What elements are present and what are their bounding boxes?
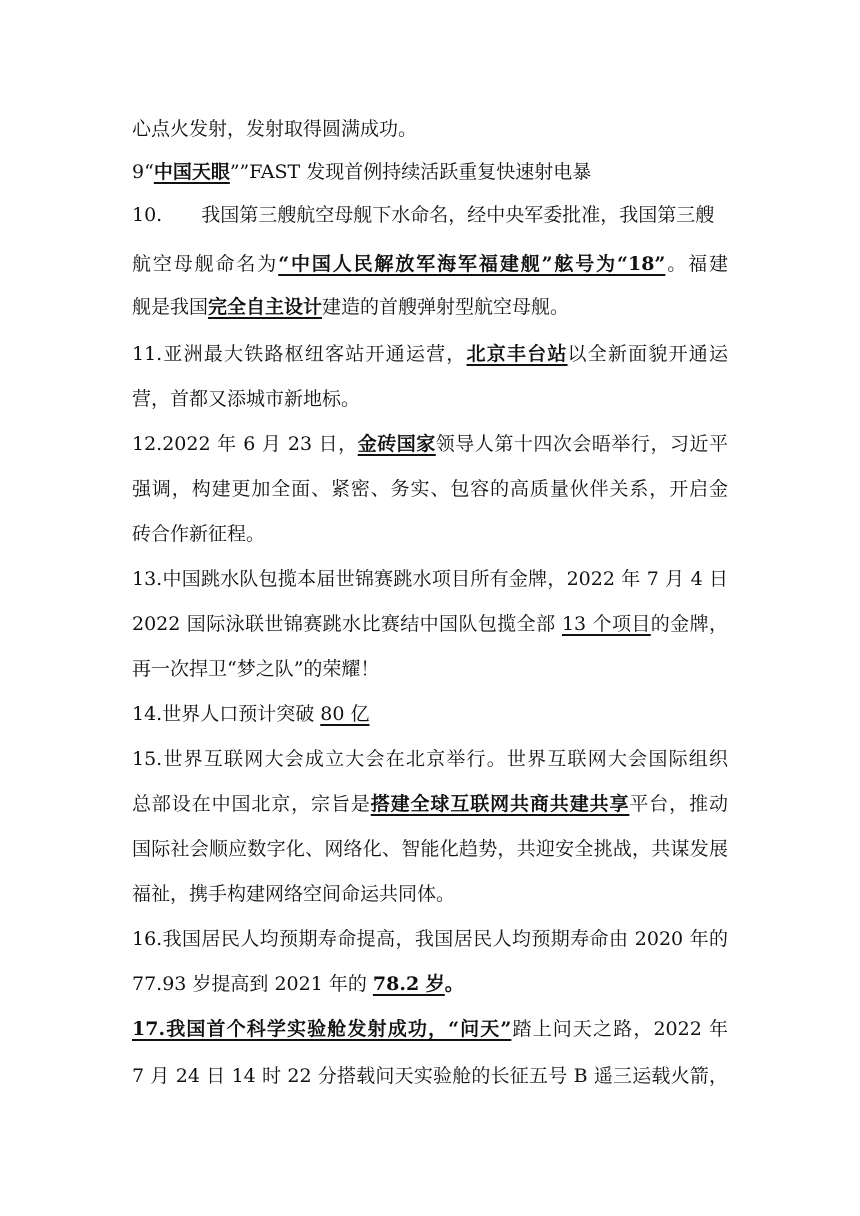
text-run: 福祉，携手构建网络空间命运共同体。 xyxy=(132,883,456,905)
text-line xyxy=(132,252,728,276)
item-10-line xyxy=(132,203,728,227)
text-run: 踏上问天之路，2022 年 xyxy=(511,1018,728,1040)
text-run: 7 月 24 日 14 时 22 分搭载问天实验舱的长征五号 B 遥三运载火箭， xyxy=(132,1065,728,1087)
text-run: 14.世界人口预计突破 xyxy=(132,703,321,725)
highlight-population: 80 亿 xyxy=(320,703,370,725)
text-run: 营，首都又添城市新地标。 xyxy=(132,388,361,410)
highlight-fujian: “中国人民解放军海军福建舰”舷号为“18” xyxy=(278,253,666,275)
text-run: 领导人第十四次会晤举行，习近平 xyxy=(435,433,728,455)
item-15-line xyxy=(132,747,728,771)
text-line xyxy=(132,477,728,501)
text-line xyxy=(132,612,728,636)
item-11-line xyxy=(132,342,728,366)
text-run: 我国第三艘航空母舰下水命名，经中央军委批准，我国第三艘 xyxy=(201,204,715,226)
highlight-fast: 中国天眼 xyxy=(153,161,230,183)
text-run: 9“ xyxy=(132,161,154,183)
highlight-wentian: 17.我国首个科学实验舱发射成功，“问天” xyxy=(132,1018,512,1040)
text-run: 15.世界互联网大会成立大会在北京举行。世界互联网大会国际组织 xyxy=(132,748,728,770)
highlight-internet: 搭建全球互联网共商共建共享 xyxy=(370,793,630,815)
item-13-line xyxy=(132,567,728,591)
text-run: 心点火发射，发射取得圆满成功。 xyxy=(132,118,418,140)
item-14-line xyxy=(132,702,728,726)
text-run: 建造的首艘弹射型航空母舰。 xyxy=(322,296,570,318)
text-line xyxy=(132,1064,728,1088)
text-run: 。 xyxy=(444,973,464,995)
text-line xyxy=(132,387,728,411)
text-run: 舰是我国 xyxy=(132,296,209,318)
item-17-line xyxy=(132,1017,728,1041)
highlight-brics: 金砖国家 xyxy=(357,433,436,455)
text-run: 11.亚洲最大铁路枢纽客站开通运营， xyxy=(132,343,467,365)
text-run: 以全新面貌开通运 xyxy=(567,343,728,365)
text-line xyxy=(132,522,728,546)
text-line xyxy=(132,882,728,906)
text-run: 77.93 岁提高到 2021 年的 xyxy=(132,973,373,995)
text-run: 平台，推动 xyxy=(629,793,728,815)
text-run: 13.中国跳水队包揽本届世锦赛跳水项目所有金牌，2022 年 7 月 4 日 xyxy=(132,568,728,590)
highlight-13-events: 13 个项目 xyxy=(561,613,651,635)
highlight-life-expectancy: 78.2 岁 xyxy=(372,973,445,995)
text-line xyxy=(132,792,728,816)
text-line xyxy=(132,837,728,861)
text-run: 12.2022 年 6 月 23 日， xyxy=(132,433,358,455)
text-run: 国际社会顺应数字化、网络化、智能化趋势，共迎安全挑战，共谋发展 xyxy=(132,838,728,860)
text-line xyxy=(132,117,728,141)
text-line xyxy=(132,657,728,681)
text-run: 16.我国居民人均预期寿命提高，我国居民人均预期寿命由 2020 年的 xyxy=(132,928,728,950)
text-run: 再一次捍卫“梦之队”的荣耀！ xyxy=(132,658,380,680)
text-run: 。福建 xyxy=(665,253,728,275)
text-line xyxy=(132,295,728,319)
highlight-design: 完全自主设计 xyxy=(208,296,323,318)
text-run: 总部设在中国北京，宗旨是 xyxy=(132,793,371,815)
text-run: ””FAST 发现首例持续活跃重复快速射电暴 xyxy=(229,161,592,183)
item-9-line xyxy=(132,160,728,184)
text-run: 砖合作新征程。 xyxy=(132,523,266,545)
item-12-line xyxy=(132,432,728,456)
text-run: 的金牌， xyxy=(650,613,728,635)
text-run: 2022 国际泳联世锦赛跳水比赛结中国队包揽全部 xyxy=(132,613,562,635)
text-run: 强调，构建更加全面、紧密、务实、包容的高质量伙伴关系，开启金 xyxy=(132,478,728,500)
highlight-fengtai: 北京丰台站 xyxy=(466,343,568,365)
text-run: 航空母舰命名为 xyxy=(132,253,279,275)
text-line xyxy=(132,972,728,996)
item-number: 10. xyxy=(132,204,163,226)
item-16-line xyxy=(132,927,728,951)
